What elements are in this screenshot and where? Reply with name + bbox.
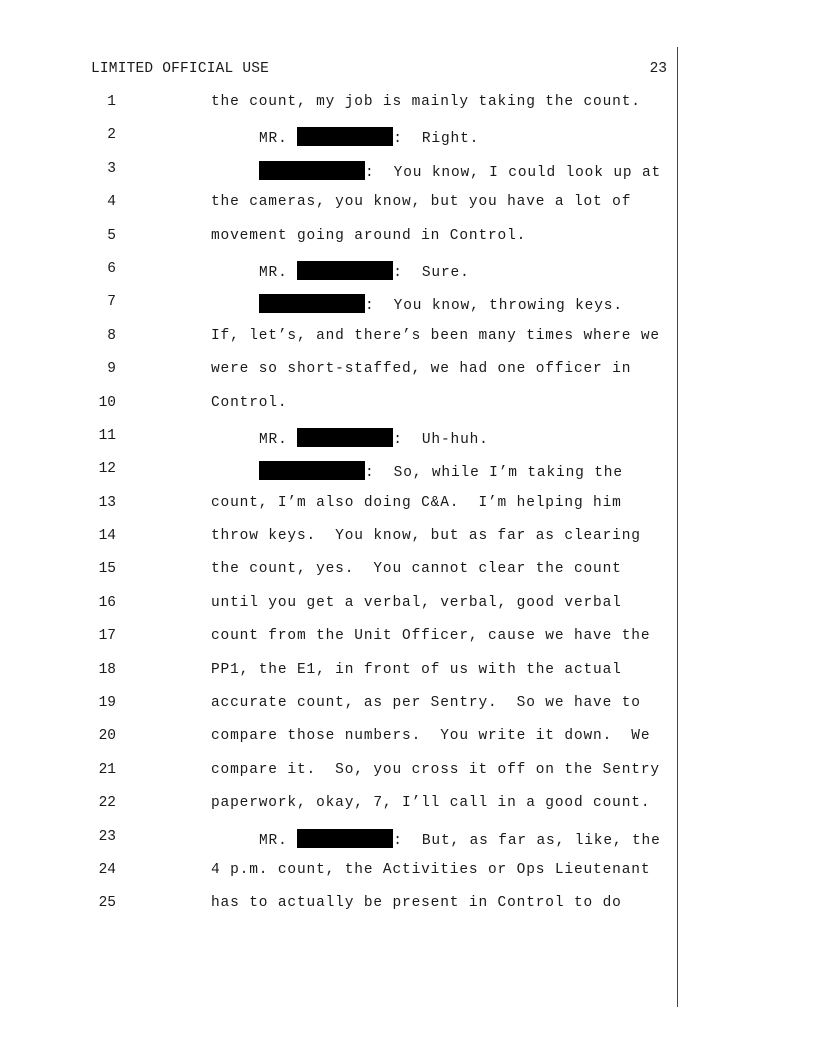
line-text: until you get a verbal, verbal, good verbal <box>211 594 622 611</box>
transcript-line <box>0 694 816 727</box>
line-text: count, I’m also doing C&A. I’m helping him <box>211 494 622 511</box>
speaker-line <box>259 261 470 281</box>
line-text: Control. <box>211 394 288 411</box>
speaker-prefix: MR. <box>259 832 298 849</box>
line-text: the count, my job is mainly taking the count. <box>211 94 641 110</box>
line-text: throw keys. You know, but as far as clearing <box>211 528 641 545</box>
speaker-line <box>259 161 661 181</box>
transcript-line <box>0 761 816 794</box>
speaker-line <box>259 829 661 849</box>
transcript-line <box>0 227 816 260</box>
line-number: 9 <box>107 361 116 378</box>
speaker-line <box>259 461 623 481</box>
transcript-line <box>0 494 816 527</box>
line-number: 2 <box>107 127 116 144</box>
line-text: the count, yes. You cannot clear the count <box>211 561 622 578</box>
line-number: 4 <box>107 194 116 211</box>
line-number: 1 <box>107 94 116 110</box>
line-number: 3 <box>107 160 116 177</box>
transcript-line <box>0 828 816 861</box>
transcript-line <box>0 460 816 493</box>
speaker-line <box>259 294 623 314</box>
line-text: If, let’s, and there’s been many times where we <box>211 327 660 344</box>
line-number: 16 <box>98 594 116 611</box>
transcript-line <box>0 527 816 560</box>
line-number: 21 <box>98 761 116 778</box>
speaker-utterance: : Uh-huh. <box>393 431 489 448</box>
line-number: 18 <box>98 661 116 678</box>
line-text: were so short-staffed, we had one officer in <box>211 361 632 378</box>
redaction-box <box>297 127 393 146</box>
redaction-box <box>259 461 365 480</box>
redaction-box <box>259 161 365 180</box>
speaker-prefix: MR. <box>259 264 298 281</box>
speaker-utterance: : So, while I’m taking the <box>365 465 623 482</box>
line-number: 6 <box>107 260 116 277</box>
line-text: PP1, the E1, in front of us with the actual <box>211 661 622 678</box>
transcript-line <box>0 93 816 126</box>
transcript-line <box>0 427 816 460</box>
line-text: accurate count, as per Sentry. So we have to <box>211 695 641 712</box>
line-number: 25 <box>98 895 116 912</box>
line-number: 13 <box>98 494 116 511</box>
speaker-prefix: MR. <box>259 431 298 448</box>
transcript-line <box>0 661 816 694</box>
line-number: 17 <box>98 628 116 645</box>
speaker-utterance: : Sure. <box>393 264 470 281</box>
transcript-line <box>0 794 816 827</box>
transcript-line <box>0 394 816 427</box>
transcript-lines <box>0 93 816 928</box>
redaction-box <box>259 294 365 313</box>
line-text: compare those numbers. You write it down. We <box>211 728 651 745</box>
transcript-line <box>0 260 816 293</box>
speaker-utterance: : You know, throwing keys. <box>365 298 623 315</box>
line-number: 7 <box>107 294 116 311</box>
line-text: 4 p.m. count, the Activities or Ops Lieutenant <box>211 861 651 878</box>
line-number: 12 <box>98 461 116 478</box>
line-text: movement going around in Control. <box>211 227 527 244</box>
transcript-line <box>0 627 816 660</box>
line-text: count from the Unit Officer, cause we have the <box>211 628 651 645</box>
speaker-utterance: : Right. <box>393 131 480 148</box>
redaction-box <box>297 829 393 848</box>
line-number: 11 <box>98 427 116 444</box>
line-number: 14 <box>98 528 116 545</box>
transcript-line <box>0 293 816 326</box>
classification-header: LIMITED OFFICIAL USE <box>91 61 270 77</box>
redaction-box <box>297 428 393 447</box>
transcript-line <box>0 126 816 159</box>
speaker-utterance: : You know, I could look up at <box>365 164 662 181</box>
line-number: 19 <box>98 695 116 712</box>
line-number: 8 <box>107 327 116 344</box>
line-number: 5 <box>107 227 116 244</box>
line-number: 24 <box>98 861 116 878</box>
line-number: 10 <box>98 394 116 411</box>
transcript-line <box>0 894 816 927</box>
line-text: has to actually be present in Control to do <box>211 895 622 912</box>
page-number: 23 <box>649 61 667 77</box>
transcript-line <box>0 594 816 627</box>
transcript-line <box>0 560 816 593</box>
line-number: 15 <box>98 561 116 578</box>
transcript-line <box>0 727 816 760</box>
transcript-line <box>0 160 816 193</box>
line-number: 23 <box>98 828 116 845</box>
transcript-line <box>0 327 816 360</box>
speaker-line <box>259 127 479 147</box>
line-text: compare it. So, you cross it off on the Sentry <box>211 761 660 778</box>
speaker-line <box>259 428 489 448</box>
speaker-prefix: MR. <box>259 131 298 148</box>
line-number: 20 <box>98 728 116 745</box>
line-number: 22 <box>98 795 116 812</box>
line-text: the cameras, you know, but you have a lot of <box>211 194 632 211</box>
transcript-line <box>0 861 816 894</box>
redaction-box <box>297 261 393 280</box>
transcript-line <box>0 360 816 393</box>
line-text: paperwork, okay, 7, I’ll call in a good count. <box>211 795 651 812</box>
speaker-utterance: : But, as far as, like, the <box>393 832 661 849</box>
transcript-line <box>0 193 816 226</box>
